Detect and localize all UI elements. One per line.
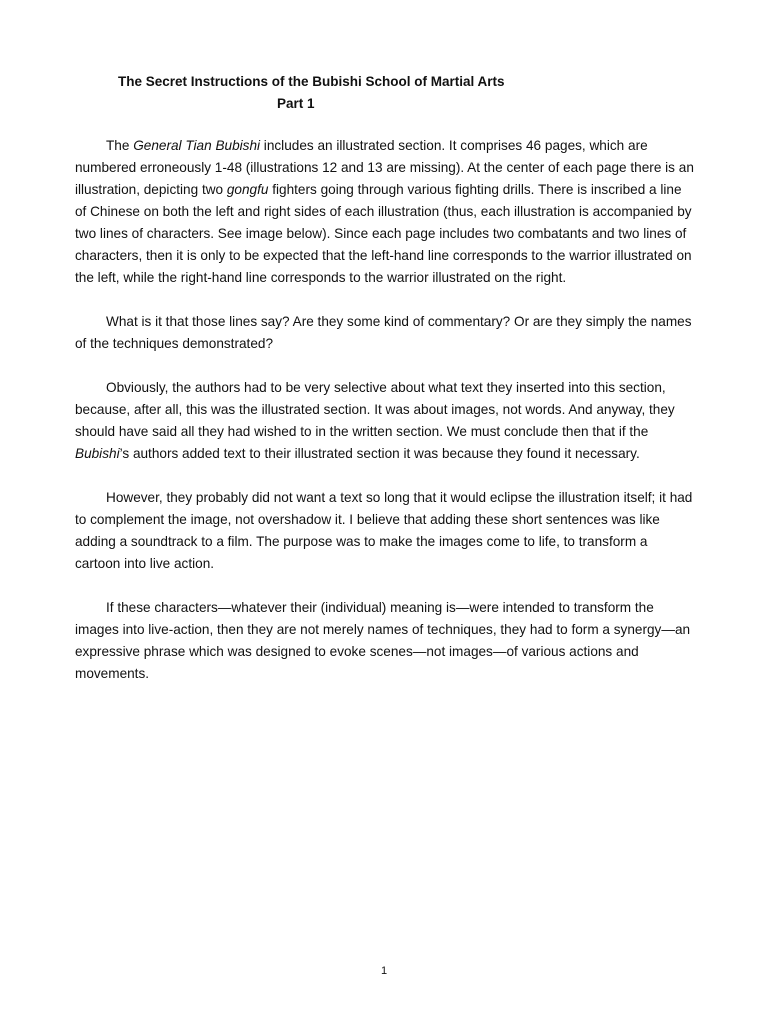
- italic-text: gongfu: [226, 182, 269, 197]
- paragraph-text: The: [106, 138, 134, 153]
- paragraph-text: fighters going through various fighting drills. There is inscribed a line of Chinese on both the left and right sides of each illustration (thus, each illustration is accompanied by two lines of characters. See image below). Since each page includes two combatants and two lines of characters, then it is only to be expected that the left-hand line corresponds to the warrior illustrated on the left, while the right-hand line corresponds to the warrior illustrated on the right.: [75, 182, 692, 285]
- paragraph-text: ’s authors added text to their illustrated section it was because they found it necessary.: [119, 446, 640, 461]
- paragraph-text: includes an illustrated section. It comprises 46 pages, which are numbered erroneously 1-48 (illustrations 12 and 13 are missing). At the center of each page there is an illustration, depicting two: [75, 138, 694, 197]
- paragraph: [75, 135, 695, 289]
- paragraph: [75, 487, 695, 575]
- paragraph: [75, 377, 695, 465]
- paragraph-text: Obviously, the authors had to be very selective about what text they inserted into this section, because, after all, this was the illustrated section. It was about images, not words. And anyway, they should have said all they had wished to in the written section. We must conclude then that if the: [75, 380, 675, 439]
- paragraph-text: However, they probably did not want a text so long that it would eclipse the illustration itself; it had to complement the image, not overshadow it. I believe that adding these short sentences was like adding a soundtrack to a film. The purpose was to make the images come to life, to transform a cartoon into live action.: [75, 490, 693, 571]
- document-body: [75, 135, 695, 707]
- paragraph: [75, 597, 695, 685]
- paragraph: [75, 311, 695, 355]
- paragraph-text: If these characters—whatever their (individual) meaning is—were intended to transform the images into live-action, then they are not merely names of techniques, they had to form a synergy—an expressive phrase which was designed to evoke scenes—not images—of various actions and movements.: [75, 600, 691, 681]
- italic-text: Bubishi: [75, 446, 120, 461]
- page-number: 1: [380, 965, 388, 977]
- paragraph-text: What is it that those lines say? Are they some kind of commentary? Or are they simply the names of the techniques demonstrated?: [75, 314, 692, 351]
- title-line-2: Part 1: [277, 96, 315, 111]
- italic-text: General Tian Bubishi: [133, 138, 261, 153]
- title-line-1: The Secret Instructions of the Bubishi School of Martial Arts: [118, 74, 505, 89]
